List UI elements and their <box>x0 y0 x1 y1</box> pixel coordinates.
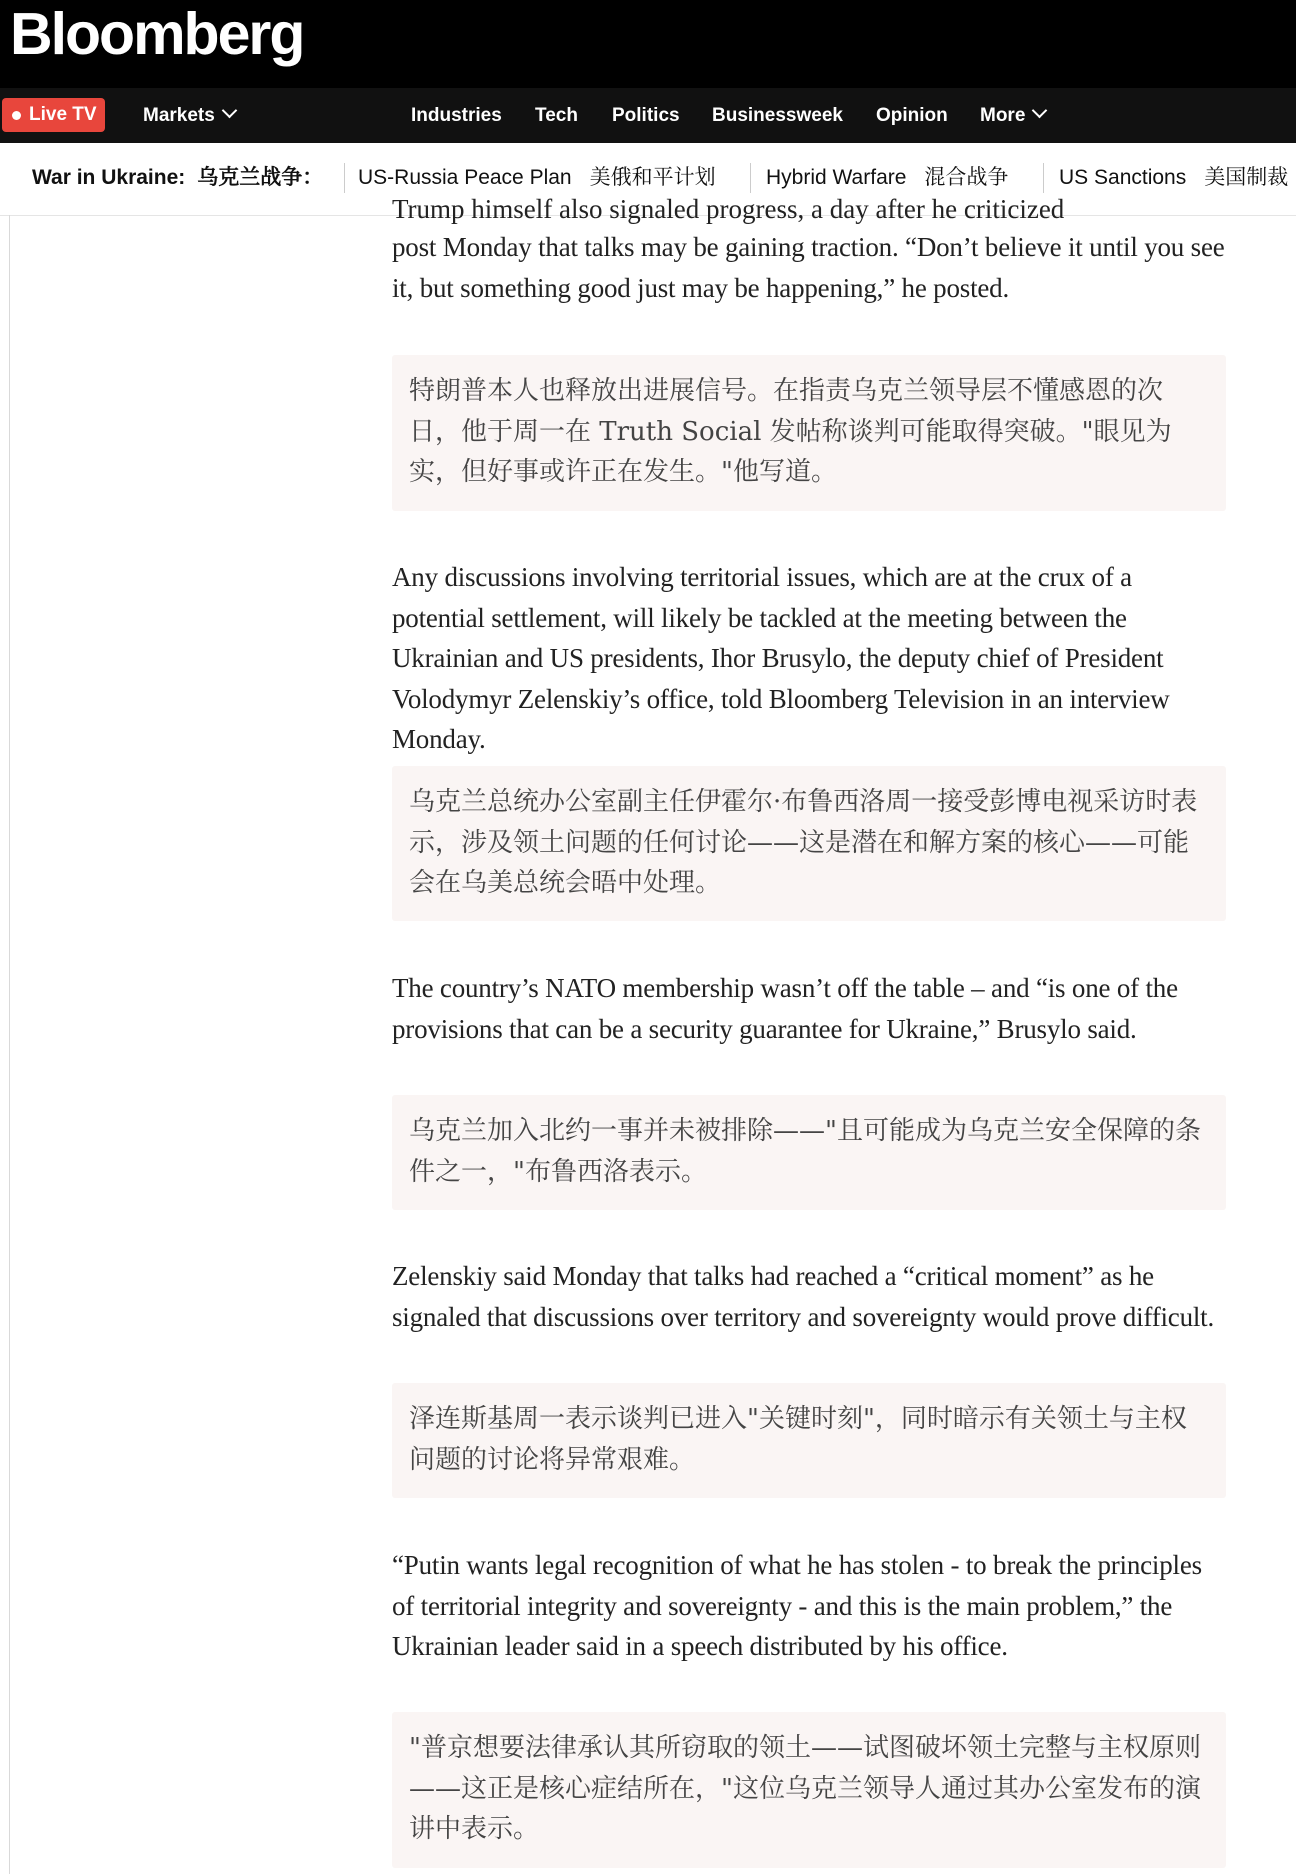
topic-label-en: War in Ukraine: <box>32 166 186 189</box>
left-rail-divider <box>9 215 10 1874</box>
article-paragraph: Any discussions involving territorial issues, which are at the crux of a potential settlement, will likely be tackled at the meeting between the Ukrainian and US presidents, Ihor Brusylo, the deputy chief of President Volodymyr Zelenskiy’s office, told Bloomberg Television in an interview Monday. <box>392 562 1170 754</box>
topic-link-cn: 混合战争 <box>924 166 1009 189</box>
nav-industries[interactable]: Industries <box>411 105 502 126</box>
bloomberg-logo[interactable]: Bloomberg <box>10 1 304 67</box>
nav-tech[interactable]: Tech <box>535 105 578 126</box>
masthead <box>0 0 1296 88</box>
translation-block: 乌克兰总统办公室副主任伊霍尔·布鲁西洛周一接受彭博电视采访时表示，涉及领土问题的任何讨论——这是潜在和解方案的核心——可能会在乌美总统会晤中处理。 <box>392 766 1226 921</box>
divider <box>344 163 345 193</box>
nav-more[interactable] <box>980 88 1045 143</box>
article-paragraph: “Putin wants legal recognition of what he has stolen - to break the principles of territorial integrity and sovereignty - and this is the main problem,” the Ukrainian leader said in a speech distributed by his office. <box>392 1550 1202 1661</box>
topic-label-cn: 乌克兰战争： <box>197 166 324 189</box>
article-paragraph: post Monday that talks may be gaining traction. “Don’t believe it until you see it, but something good just may be happening,” he posted. <box>392 232 1225 303</box>
article-paragraph: Zelenskiy said Monday that talks had reached a “critical moment” as he signaled that discussions over territory and sovereignty would prove difficult. <box>392 1261 1215 1332</box>
live-tv-label: Live TV <box>29 104 97 125</box>
nav-opinion[interactable]: Opinion <box>876 105 948 126</box>
chevron-down-icon <box>222 103 238 119</box>
translation-block: 特朗普本人也释放出进展信号。在指责乌克兰领导层不懂感恩的次日，他于周一在 Truth Social 发帖称谈判可能取得突破。"眼见为实，但好事或许正在发生。"他写道。 <box>392 355 1226 511</box>
topic-link-en: US Sanctions <box>1059 166 1187 189</box>
translation-block: 泽连斯基周一表示谈判已进入"关键时刻"，同时暗示有关领土与主权问题的讨论将异常艰难。 <box>392 1383 1226 1498</box>
topic-link-cn: 美国制裁 <box>1204 166 1289 189</box>
translation-block: "普京想要法律承认其所窃取的领土——试图破坏领土完整与主权原则——这正是核心症结所在，"这位乌克兰领导人通过其办公室发布的演讲中表示。 <box>392 1712 1226 1868</box>
chevron-down-icon <box>1032 103 1048 119</box>
topic-link-en: Hybrid Warfare <box>766 166 907 189</box>
nav-businessweek[interactable]: Businessweek <box>712 105 843 126</box>
nav-politics[interactable]: Politics <box>612 105 680 126</box>
topic-strip-label <box>32 143 323 213</box>
topic-link-en: US-Russia Peace Plan <box>358 166 572 189</box>
main-nav <box>0 88 1296 143</box>
article-body <box>392 194 1226 1874</box>
nav-more-label: More <box>980 105 1026 126</box>
translation-block: 乌克兰加入北约一事并未被排除——"且可能成为乌克兰安全保障的条件之一，"布鲁西洛表示。 <box>392 1095 1226 1210</box>
live-dot-icon <box>12 111 21 120</box>
nav-markets-label: Markets <box>143 105 215 126</box>
topic-link-cn: 美俄和平计划 <box>589 166 716 189</box>
article-paragraph: The country’s NATO membership wasn’t off the table – and “is one of the provisions that can be a security guarantee for Ukraine,” Brusylo said. <box>392 973 1178 1044</box>
nav-markets[interactable] <box>143 88 235 143</box>
live-tv-button[interactable] <box>2 98 105 132</box>
article-paragraph-partial: Trump himself also signaled progress, a day after he criticized <box>392 194 1065 224</box>
